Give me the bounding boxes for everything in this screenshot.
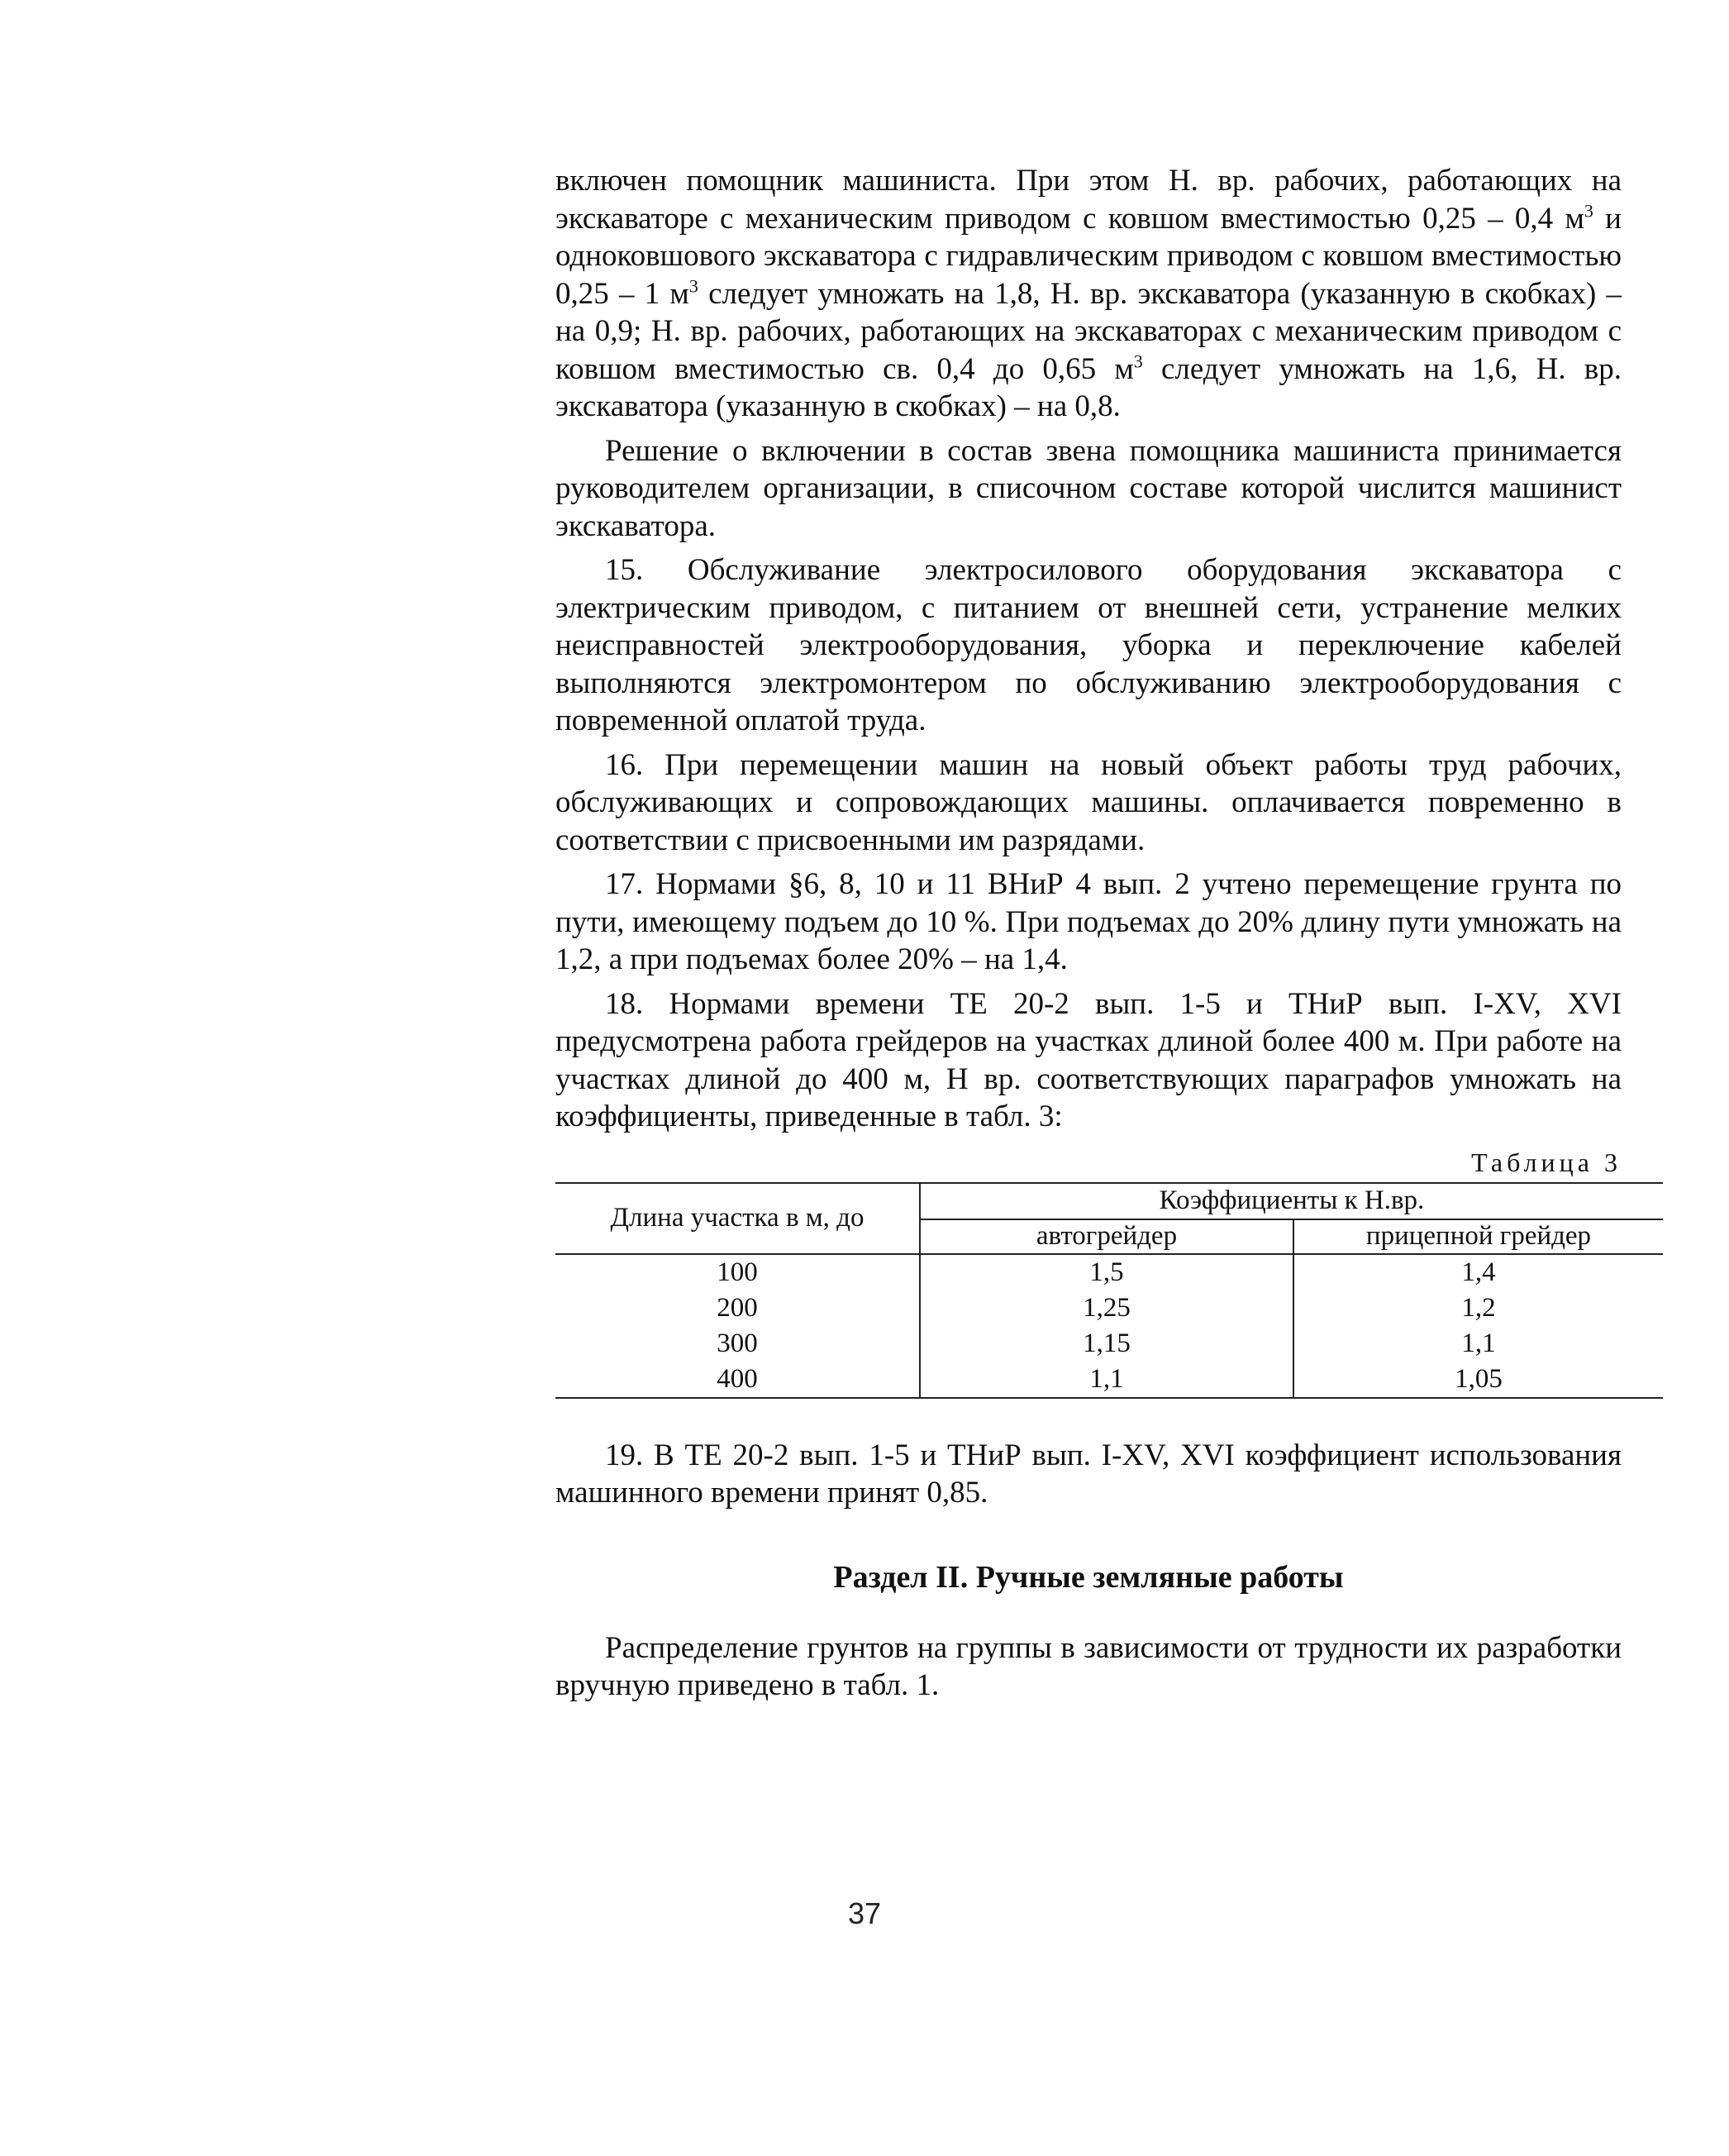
table-row	[555, 1326, 1663, 1362]
cell-autograder: 1,15	[920, 1326, 1293, 1362]
cell-length: 400	[555, 1362, 920, 1398]
cell-length: 200	[555, 1290, 920, 1326]
paragraph-helper-coefficients: включен помощник машиниста. При этом Н. вр. рабочих, работающих на экскаваторе с механическим приводом с ковшом вместимостью 0,25 – 0,4 $м^3$ и одноковшового экскаватора с гидравлическим приводом с ковшом вместимостью 0,25 – 1 $м^3$ следует умножать на 1,8, Н. вр. экскаватора (указанную в скобках) – на 0,9; Н. вр. рабочих, работающих на экскаваторах с механическим приводом с ковшом вместимостью св. 0,4 до 0,65 $м^3$ следует умножать на 1,6, Н. вр. экскаватора (указанную в скобках) – на 0,8.	[555, 164, 1622, 423]
column-header-length: Длина участка в м, до	[555, 1183, 920, 1254]
column-header-trailer-grader: прицепной грейдер	[1293, 1219, 1663, 1254]
cell-trailer-grader: 1,2	[1461, 1292, 1496, 1323]
cell-trailer-grader: 1,1	[1461, 1328, 1496, 1358]
table-row	[555, 1362, 1663, 1398]
cell-trailer-grader: 1,4	[1461, 1257, 1496, 1287]
table-caption: Таблица 3	[1471, 1147, 1622, 1177]
table-row	[555, 1290, 1663, 1326]
cell-autograder: 1,5	[920, 1254, 1293, 1290]
section-title: Раздел II. Ручные земляные работы	[833, 1559, 1344, 1595]
paragraph-19: 19. В ТЕ 20-2 вып. 1-5 и ТНиР вып. I-XV, XVI коэффициент использования машинного времени принят 0,85.	[555, 1438, 1622, 1510]
document-page	[555, 162, 1622, 1705]
paragraph-15: 15. Обслуживание электросилового оборудования экскаватора с электрическим приводом, с питанием от внешней сети, устранение мелких неисправностей электрооборудования, уборка и переключение кабелей выполняются электромонтером по обслуживанию электрооборудования с повременной оплатой труда.	[555, 553, 1622, 737]
paragraph-16: 16. При перемещении машин на новый объект работы труд рабочих, обслуживающих и сопровождающих машины. оплачивается повременно в соответствии с присвоенными им разрядами.	[555, 747, 1622, 857]
coefficients-table	[555, 1182, 1663, 1399]
paragraph-17: 17. Нормами §6, 8, 10 и 11 ВНиР 4 вып. 2 учтено перемещение грунта по пути, имеющему подъем до 10 %. При подъемах до 20% длину пути умножать на 1,2, а при подъемах более 20% – на 1,4.	[555, 867, 1622, 976]
cell-autograder: 1,25	[920, 1290, 1293, 1326]
paragraph-decision: Решение о включении в состав звена помощника машиниста принимается руководителем организации, в списочном составе которой числится машинист экскаватора.	[555, 433, 1622, 543]
table-row	[555, 1254, 1663, 1290]
cell-length: 100	[555, 1254, 920, 1290]
page-number: 37	[847, 1896, 882, 1930]
paragraph-soil-groups: Распределение грунтов на группы в зависимости от трудности их разработки вручную приведено в табл. 1.	[555, 1630, 1622, 1702]
cell-autograder: 1,1	[920, 1362, 1293, 1398]
cell-length: 300	[555, 1326, 920, 1362]
column-header-coefficients: Коэффициенты к Н.вр.	[920, 1183, 1663, 1219]
paragraph-18: 18. Нормами времени ТЕ 20-2 вып. 1-5 и ТНиР вып. I-XV, XVI предусмотрена работа грейдеров на участках длиной более 400 м. При работе на участках длиной до 400 м, Н вр. соответствующих параграфов умножать на коэффициенты, приведенные в табл. 3:	[555, 986, 1622, 1133]
cell-trailer-grader: 1,05	[1293, 1362, 1663, 1398]
column-header-autograder: автогрейдер	[920, 1219, 1293, 1254]
